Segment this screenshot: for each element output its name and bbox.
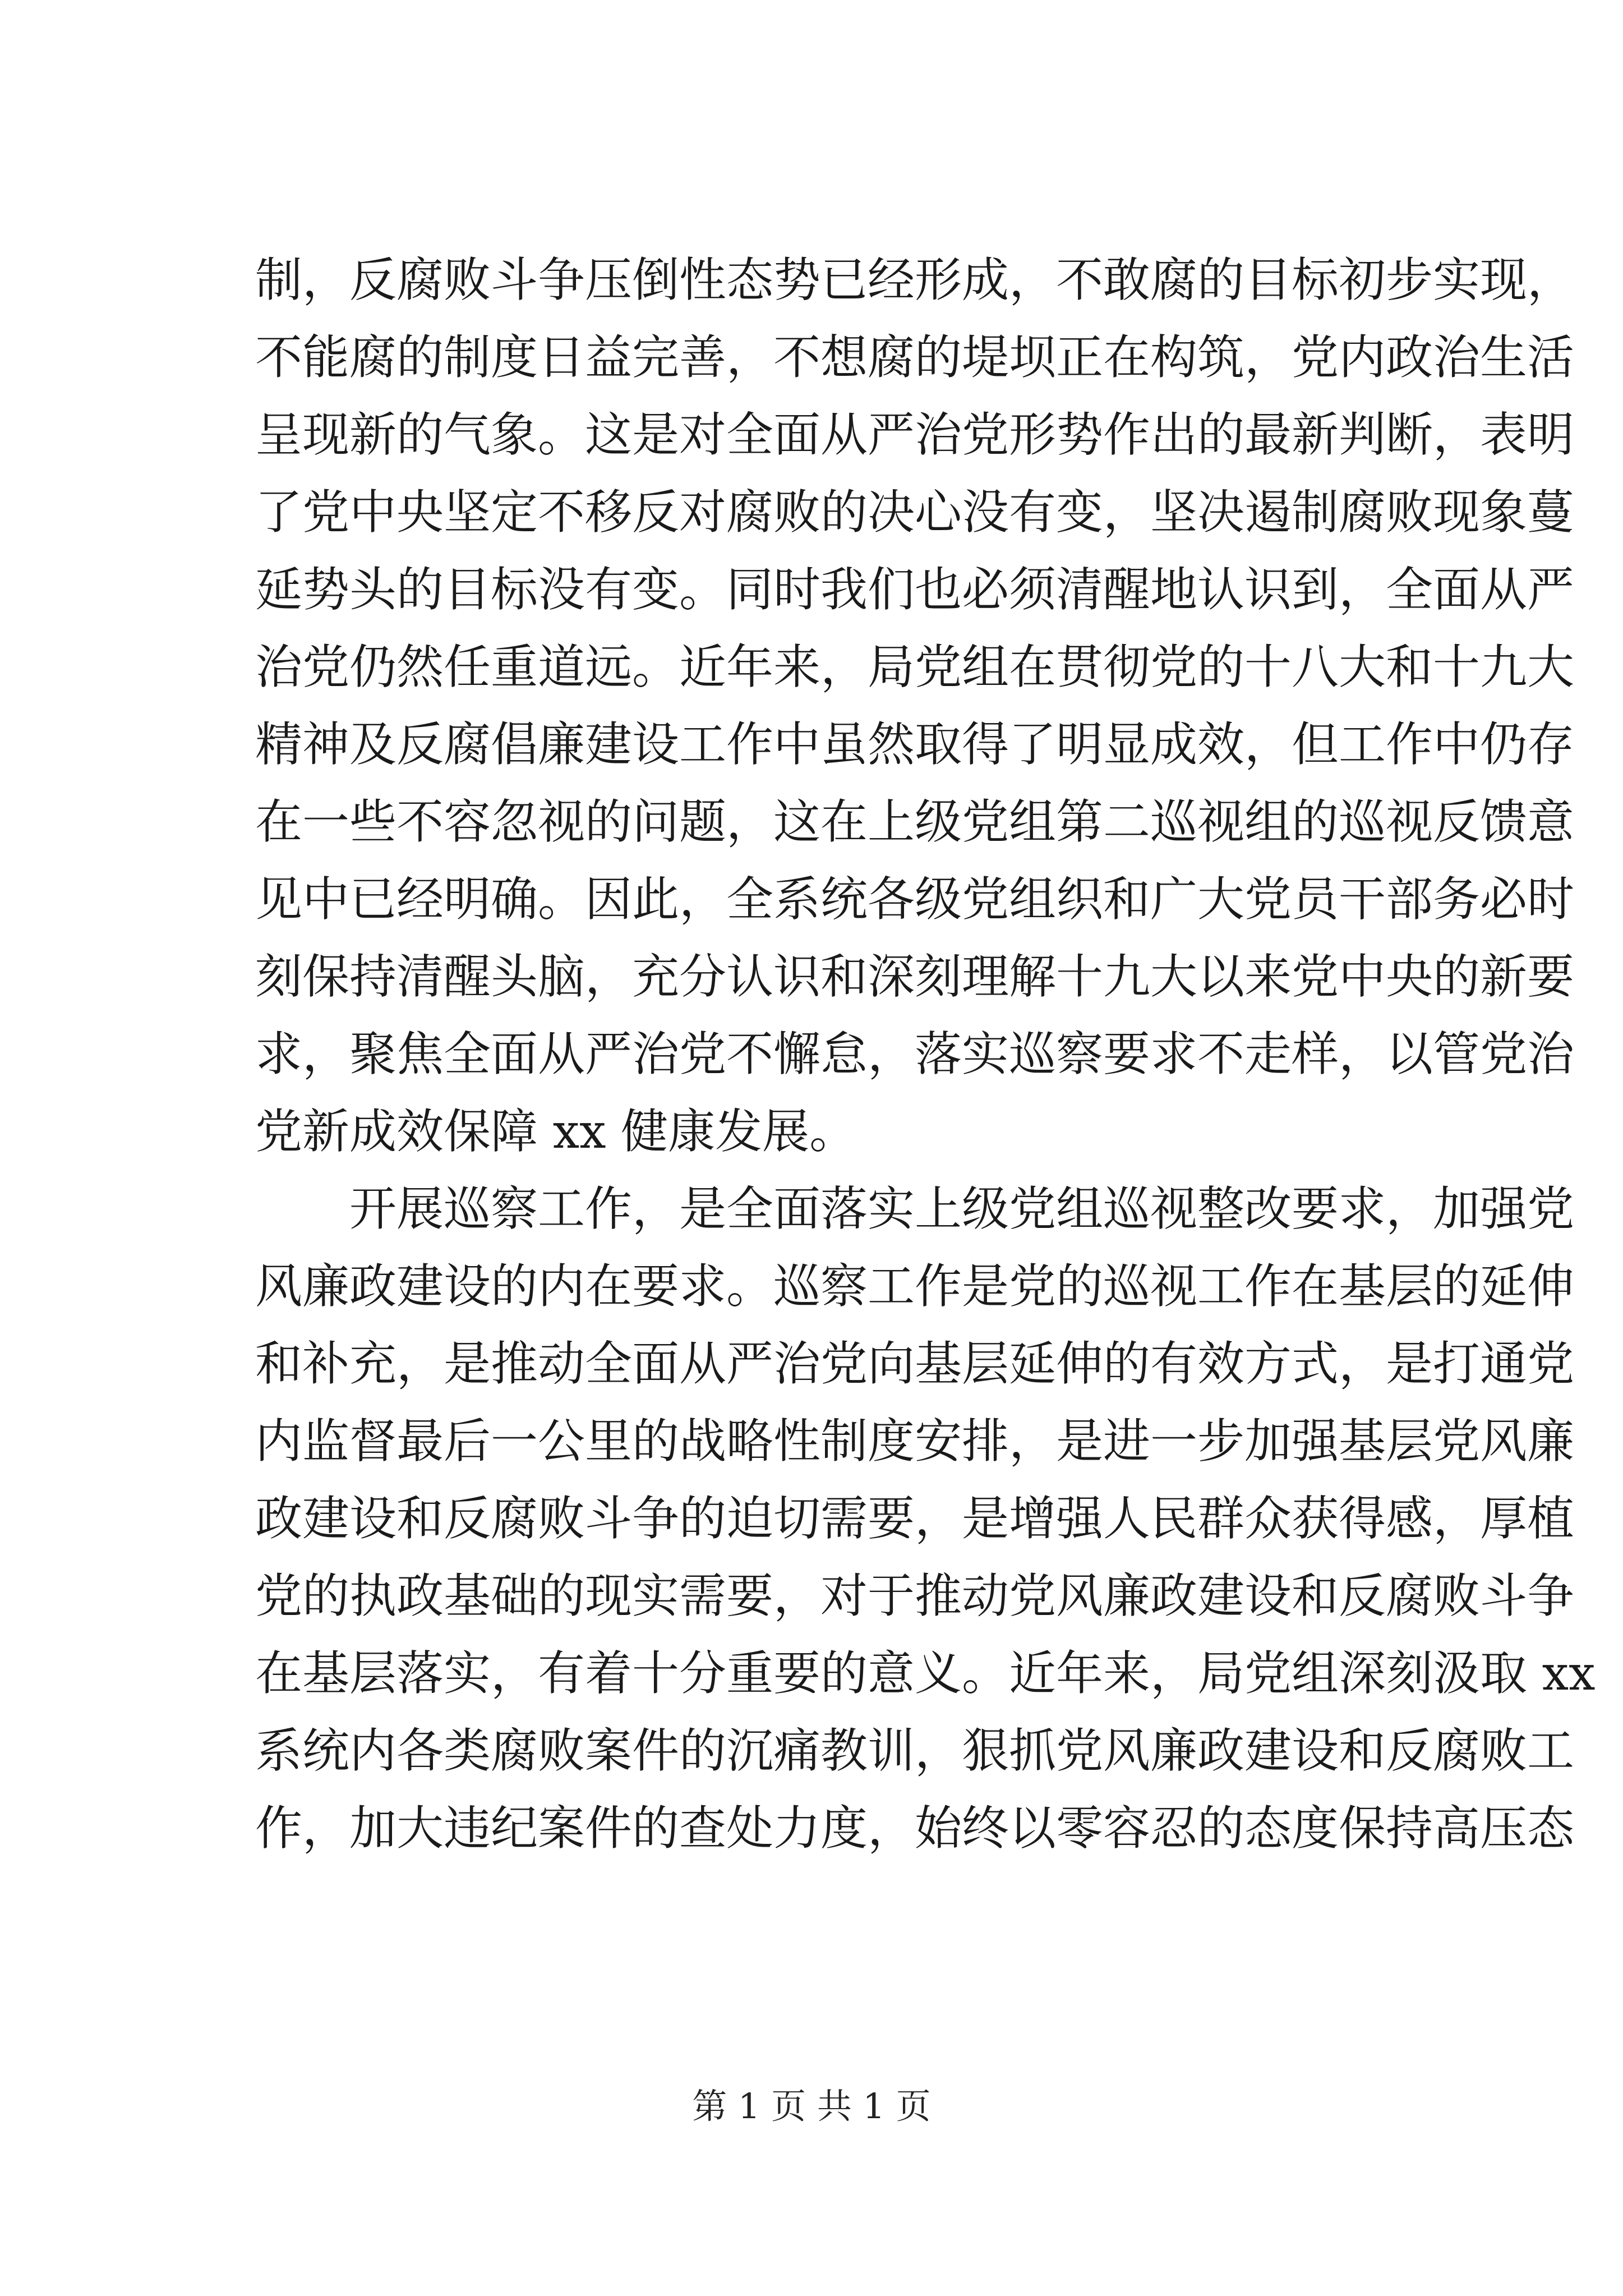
paragraph-2-line-6: 党的执政基础的现实需要，对于推动党风廉政建设和反腐败斗争 <box>255 1568 1575 1623</box>
paragraph-1-line-7: 精神及反腐倡廉建设工作中虽然取得了明显成效，但工作中仍存 <box>255 717 1575 772</box>
paragraph-2-line-9: 作，加大违纪案件的查处力度，始终以零容忍的态度保持高压态 <box>255 1801 1575 1856</box>
paragraph-1-line-1: 制，反腐败斗争压倒性态势已经形成，不敢腐的目标初步实现， <box>255 252 1575 307</box>
paragraph-2-line-4: 内监督最后一公里的战略性制度安排，是进一步加强基层党风廉 <box>255 1414 1575 1469</box>
paragraph-1-line-4: 了党中央坚定不移反对腐败的决心没有变，坚决遏制腐败现象蔓 <box>255 485 1575 540</box>
paragraph-2-line-5: 政建设和反腐败斗争的迫切需要，是增强人民群众获得感，厚植 <box>255 1491 1575 1546</box>
paragraph-1-line-2: 不能腐的制度日益完善，不想腐的堤坝正在构筑，党内政治生活 <box>255 330 1575 385</box>
paragraph-2-line-7: 在基层落实，有着十分重要的意义。近年来，局党组深刻汲取 xx <box>255 1646 1596 1701</box>
page-number-footer: 第 1 页 共 1 页 <box>692 2086 931 2127</box>
document-body <box>255 241 1596 1867</box>
paragraph-1-line-9: 见中已经明确。因此，全系统各级党组织和广大党员干部务必时 <box>255 872 1575 927</box>
paragraph-2-line-1: 开展巡察工作，是全面落实上级党组巡视整改要求，加强党 <box>349 1181 1575 1236</box>
paragraph-1-line-8: 在一些不容忽视的问题，这在上级党组第二巡视组的巡视反馈意 <box>255 794 1575 849</box>
paragraph-2-line-2: 风廉政建设的内在要求。巡察工作是党的巡视工作在基层的延伸 <box>255 1259 1575 1314</box>
paragraph-1-line-10: 刻保持清醒头脑，充分认识和深刻理解十九大以来党中央的新要 <box>255 949 1575 1004</box>
paragraph-1-line-11: 求，聚焦全面从严治党不懈怠，落实巡察要求不走样，以管党治 <box>255 1027 1575 1082</box>
paragraph-1-line-6: 治党仍然任重道远。近年来，局党组在贯彻党的十八大和十九大 <box>255 639 1575 694</box>
paragraph-1-line-3: 呈现新的气象。这是对全面从严治党形势作出的最新判断，表明 <box>255 407 1575 462</box>
paragraph-1-line-5: 延势头的目标没有变。同时我们也必须清醒地认识到，全面从严 <box>255 562 1575 617</box>
paragraph-2-line-8: 系统内各类腐败案件的沉痛教训，狠抓党风廉政建设和反腐败工 <box>255 1723 1575 1778</box>
paragraph-1-line-12: 党新成效保障 xx 健康发展。 <box>255 1104 857 1159</box>
paragraph-2-line-3: 和补充，是推动全面从严治党向基层延伸的有效方式，是打通党 <box>255 1336 1575 1391</box>
